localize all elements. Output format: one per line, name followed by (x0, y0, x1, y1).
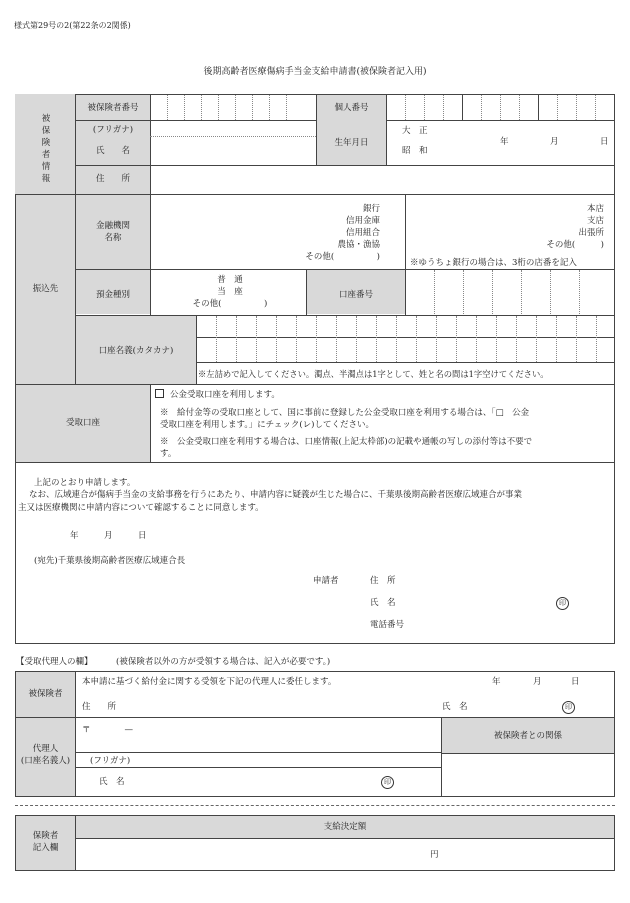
delegation-year-label: 年 (492, 677, 501, 687)
public-note-2: ※ 公金受取口座を利用する場合は、口座情報(上記太枠部)の記載や通帳の写しの添付等は不要で す。 (160, 437, 533, 459)
page-title: 後期高齢者医療傷病手当金支給申請書(被保険者記入用) (203, 67, 427, 77)
name-label: 氏 名 (95, 146, 130, 156)
application-line-2: なお、広域連合が傷病手当金の支給事務を行うにあたり、申請内容に疑義が生じた場合に、千葉県後期高齢者医療広域連合が事業 (29, 490, 523, 500)
delegator-address-label: 住 所 (82, 702, 117, 712)
deposit-types[interactable]: 普 通 当 座 その他( ) (192, 275, 268, 309)
delegator-seal-icon: 印 (562, 701, 575, 714)
personal-number-label: 個人番号 (334, 103, 369, 113)
addressee: (宛先)千葉県後期高齢者医療広域連合長 (34, 556, 186, 566)
birth-month-label: 月 (550, 137, 559, 147)
furigana-field[interactable] (151, 121, 316, 136)
cut-line (15, 805, 615, 806)
public-account-checkbox[interactable] (155, 389, 164, 398)
agent-seal-icon: 印 (381, 776, 394, 789)
institution-label: 金融機関 名称 (95, 221, 130, 243)
application-line-3: 主又は医療機関に申請内容について確認することに同意します。 (18, 503, 264, 513)
address-label: 住 所 (95, 174, 130, 184)
agent-postal[interactable]: 〒 — (82, 725, 134, 735)
branch-types[interactable]: 本店 支店 出張所 その他( ) (546, 204, 604, 250)
insured-section-label: 被保険者情報 (41, 114, 51, 184)
agent-label: 代理人 (口座名義人) (20, 744, 71, 766)
public-note-1: ※ 給付金等の受取口座として、国に事前に登録した公金受取口座を利用する場合は、「□ 公金 受取口座を利用します。」にチェック(レ)してください。 (160, 408, 530, 430)
agent-name-label: 氏 名 (99, 777, 125, 787)
era-showa[interactable]: 昭 和 (402, 146, 428, 156)
era-taisho[interactable]: 大 正 (402, 126, 428, 136)
relation-label: 被保険者との関係 (493, 731, 562, 741)
delegation-month-label: 月 (533, 677, 542, 687)
address-field[interactable] (151, 166, 614, 193)
birth-year-label: 年 (500, 137, 509, 147)
agent-header: 【受取代理人の欄】 (16, 657, 93, 667)
birth-day-label: 日 (600, 137, 609, 147)
applicant-address-label: 住 所 (370, 576, 396, 586)
amount-label: 支給決定額 (323, 822, 367, 832)
agent-furigana-label: (フリガナ) (90, 756, 131, 766)
delegation-text: 本申請に基づく給付金に関する受領を下記の代理人に委任します。 (82, 677, 337, 687)
name-field[interactable] (151, 137, 316, 164)
relation-field[interactable] (442, 754, 614, 796)
applicant-seal-icon: 印 (556, 597, 569, 610)
public-account-label: 受取口座 (65, 418, 100, 428)
birth-label: 生年月日 (334, 138, 369, 148)
furigana-label: (フリガナ) (92, 125, 134, 135)
public-account-check-text: 公金受取口座を利用します。 (170, 390, 280, 400)
kana-note: ※左詰めで記入してください。濁点、半濁点は1字として、姓と名の間は1字空けてください。 (198, 369, 549, 379)
applicant-phone-label: 電話番号 (370, 620, 405, 630)
account-name-label: 口座名義(カタカナ) (98, 346, 174, 356)
delegation-day-label: 日 (571, 677, 580, 687)
deposit-label: 預金種別 (95, 290, 130, 300)
applicant-name-label: 氏 名 (370, 598, 396, 608)
bank-section-label: 振込先 (32, 284, 59, 294)
institution-types[interactable]: 銀行 信用金庫 信用組合 農協・漁協 その他( ) (305, 204, 380, 262)
account-number-label: 口座番号 (338, 290, 373, 300)
agent-insured-label: 被保険者 (28, 689, 63, 699)
amount-yen-label: 円 (430, 850, 439, 860)
insurer-label: 保険者 記入欄 (32, 831, 59, 853)
application-date[interactable]: 年 月 日 (70, 531, 147, 541)
application-line-1: 上記のとおり申請します。 (34, 478, 136, 488)
agent-header-note: (被保険者以外の方が受領する場合は、記入が必要です。) (116, 657, 331, 667)
yucho-note: ※ゆうちょ銀行の場合は、3桁の店番を記入 (410, 258, 577, 268)
insured-number-label: 被保険者番号 (87, 103, 139, 113)
form-number: 様式第29号の2(第22条の2関係) (14, 21, 131, 30)
delegator-name-label: 氏 名 (442, 702, 468, 712)
applicant-label: 申請者 (313, 576, 339, 586)
public-account-option[interactable] (155, 389, 280, 401)
